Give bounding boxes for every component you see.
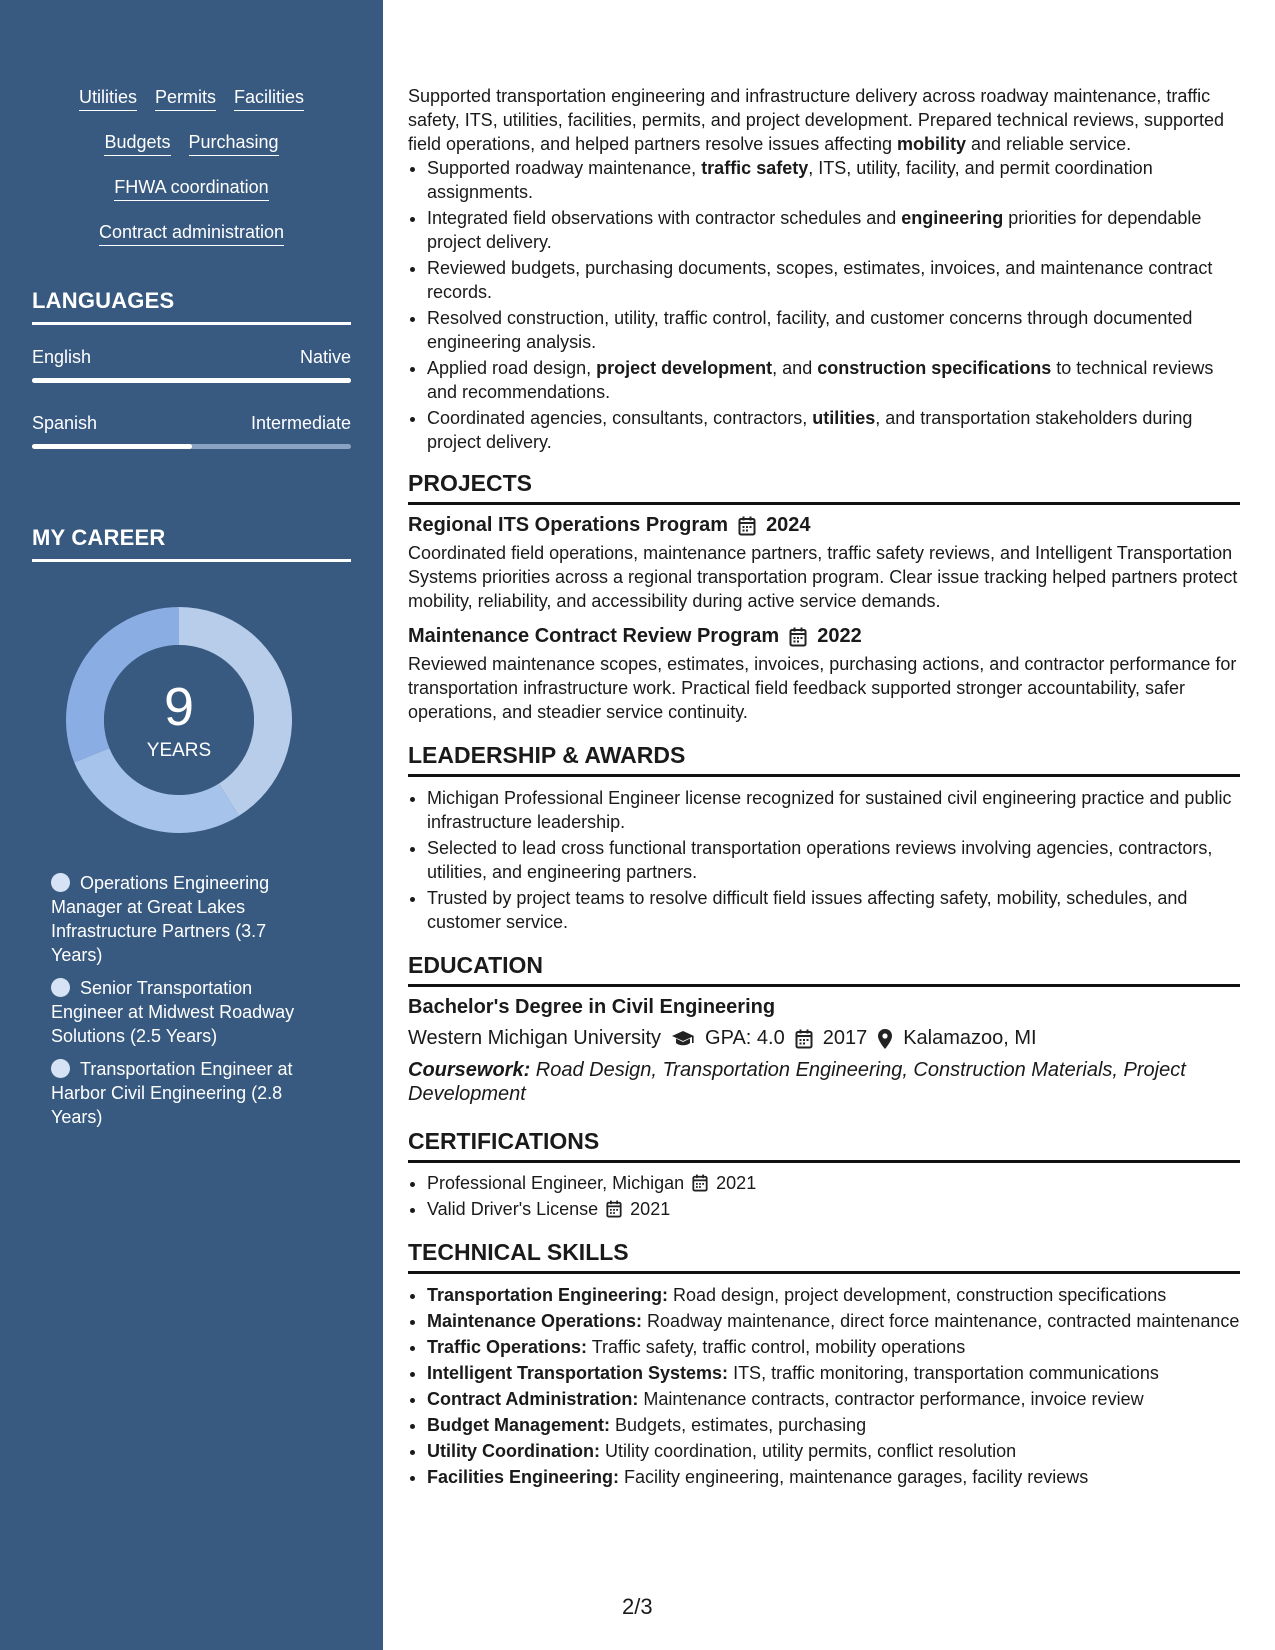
calendar-icon — [692, 1174, 708, 1192]
project-description: Reviewed maintenance scopes, estimates, invoices, purchasing actions, and contractor performance for transportation infrastructure work. Practical field feedback supported stronger accountability, safer operations, and steadier service continuity. — [408, 654, 1237, 722]
project-name: Regional ITS Operations Program — [408, 514, 729, 536]
project-title — [408, 514, 1240, 537]
leadership-item: • Michigan Professional Engineer license recognized for sustained civil engineering practice and public infrastructure leadership. — [427, 786, 1240, 834]
graduation-year: 2017 — [822, 1027, 868, 1049]
certification-name: • Valid Driver's License — [427, 1199, 599, 1219]
education-meta — [408, 1027, 1240, 1050]
skill-item: • Contract Administration: Maintenance contracts, contractor performance, invoice review — [427, 1387, 1240, 1411]
tag-row — [0, 86, 383, 111]
skill-tags — [0, 0, 383, 246]
summary-bold: mobility — [896, 134, 966, 154]
skill-item: • Intelligent Transportation Systems: ITS, traffic monitoring, transportation communications — [427, 1361, 1240, 1385]
tag-row — [0, 131, 383, 156]
language-name: English — [32, 347, 92, 367]
technical-skills-heading: TECHNICAL SKILLS — [408, 1239, 1240, 1274]
language-bar-fill — [32, 444, 192, 449]
language-english — [32, 347, 351, 383]
career-list — [0, 871, 321, 1129]
language-name: Spanish — [32, 413, 98, 433]
career-total-years: 9 — [163, 677, 195, 737]
calendar-icon — [789, 627, 807, 647]
bullet-dot-icon — [51, 873, 70, 892]
skill-item: • Budget Management: Budgets, estimates, purchasing — [427, 1413, 1240, 1437]
location: Kalamazoo, MI — [903, 1027, 1037, 1049]
experience-bullet: • Applied road design, project development, and construction specifications to technical reviews and recommendations. — [427, 356, 1240, 404]
skill-item: • Facilities Engineering: Facility engineering, maintenance garages, facility reviews — [427, 1465, 1240, 1489]
calendar-icon — [738, 516, 756, 536]
leadership-heading: LEADERSHIP & AWARDS — [408, 742, 1240, 777]
career-item — [51, 871, 321, 967]
coursework-list: Road Design, Transportation Engineering, Construction Materials, Project Development — [408, 1059, 1186, 1105]
tag-row — [0, 221, 383, 246]
projects-heading: PROJECTS — [408, 470, 1240, 505]
leadership-item: • Selected to lead cross functional transportation operations reviews involving agencies, contractors, utilities, and engineering partners. — [427, 836, 1240, 884]
tag-permits[interactable]: Permits — [155, 86, 216, 111]
project-year: 2024 — [766, 514, 811, 536]
calendar-icon — [795, 1029, 813, 1049]
sidebar — [0, 0, 383, 1650]
summary-text: Supported transportation engineering and infrastructure delivery across roadway maintenance, traffic safety, ITS, utilities, facilities, permits, and project development. Prepared technical reviews, supported field operations, and helped partners resolve issues affecting — [408, 86, 1225, 154]
technical-skills-list — [408, 1283, 1240, 1489]
project-year: 2022 — [817, 625, 862, 647]
language-level: Native — [299, 347, 351, 367]
career-years-label: YEARS — [146, 740, 212, 761]
experience-bullet: • Reviewed budgets, purchasing documents, scopes, estimates, invoices, and maintenance contract records. — [427, 256, 1240, 304]
summary-text: and reliable service. — [966, 134, 1132, 154]
skill-item: • Utility Coordination: Utility coordination, utility permits, conflict resolution — [427, 1439, 1240, 1463]
tag-utilities[interactable]: Utilities — [79, 86, 137, 111]
degree-title: Bachelor's Degree in Civil Engineering — [408, 996, 776, 1018]
leadership-item: • Trusted by project teams to resolve difficult field issues affecting safety, mobility, schedules, and customer service. — [427, 886, 1240, 934]
tag-row — [0, 176, 383, 201]
career-item — [51, 1057, 321, 1129]
education-heading: EDUCATION — [408, 952, 1240, 987]
map-pin-icon — [877, 1028, 893, 1050]
language-level: Intermediate — [250, 413, 351, 433]
skill-item: • Transportation Engineering: Road design, project development, construction specifications — [427, 1283, 1240, 1307]
certification-item — [427, 1171, 1240, 1195]
experience-bullet: • Resolved construction, utility, traffic control, facility, and customer concerns through documented engineering analysis. — [427, 306, 1240, 354]
project-description: Coordinated field operations, maintenance partners, traffic safety reviews, and Intelligent Transportation Systems priorities across a regional transportation program. Clear issue tracking helped partners protect mobility, reliability, and accessibility during active service demands. — [408, 543, 1238, 611]
certification-year: 2021 — [716, 1173, 757, 1193]
certification-item — [427, 1197, 1240, 1221]
coursework-label: Coursework: — [408, 1059, 531, 1081]
career-item — [51, 976, 321, 1048]
skill-item: • Maintenance Operations: Roadway maintenance, direct force maintenance, contracted maintenance — [427, 1309, 1240, 1333]
experience-summary — [408, 84, 1240, 156]
tag-contract-administration[interactable]: Contract administration — [99, 221, 284, 246]
coursework — [408, 1058, 1240, 1106]
donut-center — [64, 605, 294, 835]
tag-facilities[interactable]: Facilities — [234, 86, 304, 111]
career-item-text: Senior Transportation Engineer at Midwest Roadway Solutions (2.5 Years) — [51, 978, 295, 1046]
career-donut-chart — [64, 605, 294, 835]
tag-budgets[interactable]: Budgets — [104, 131, 170, 156]
language-bar-fill — [32, 378, 351, 383]
certification-year: 2021 — [630, 1199, 671, 1219]
career-item-text: Transportation Engineer at Harbor Civil Engineering (2.8 Years) — [51, 1059, 293, 1127]
career-item-text: Operations Engineering Manager at Great Lakes Infrastructure Partners (3.7 Years) — [51, 873, 270, 965]
tag-fhwa-coordination[interactable]: FHWA coordination — [114, 176, 268, 201]
school-name: Western Michigan University — [408, 1027, 662, 1049]
career-heading: MY CAREER — [32, 525, 351, 562]
graduation-cap-icon — [671, 1030, 695, 1048]
experience-bullet: • Supported roadway maintenance, traffic safety, ITS, utility, facility, and permit coordination assignments. — [427, 156, 1240, 204]
calendar-icon — [606, 1200, 622, 1218]
certifications-list — [408, 1171, 1240, 1221]
experience-bullet: • Coordinated agencies, consultants, contractors, utilities, and transportation stakeholders during project delivery. — [427, 406, 1240, 454]
project-title — [408, 625, 1240, 648]
certifications-heading: CERTIFICATIONS — [408, 1128, 1240, 1163]
language-bar — [32, 378, 351, 383]
bullet-dot-icon — [51, 978, 70, 997]
page-number: 2/3 — [622, 1594, 653, 1619]
leadership-list — [408, 786, 1240, 934]
experience-bullets — [408, 156, 1240, 454]
certification-name: • Professional Engineer, Michigan — [427, 1173, 685, 1193]
main-content — [408, 84, 1240, 1491]
experience-bullet: • Integrated field observations with contractor schedules and engineering priorities for dependable project delivery. — [427, 206, 1240, 254]
gpa: GPA: 4.0 — [705, 1027, 785, 1049]
bullet-dot-icon — [51, 1059, 70, 1078]
language-bar — [32, 444, 351, 449]
languages-heading: LANGUAGES — [32, 288, 351, 325]
language-spanish — [32, 413, 351, 449]
project-name: Maintenance Contract Review Program — [408, 625, 780, 647]
tag-purchasing[interactable]: Purchasing — [189, 131, 279, 156]
skill-item: • Traffic Operations: Traffic safety, traffic control, mobility operations — [427, 1335, 1240, 1359]
